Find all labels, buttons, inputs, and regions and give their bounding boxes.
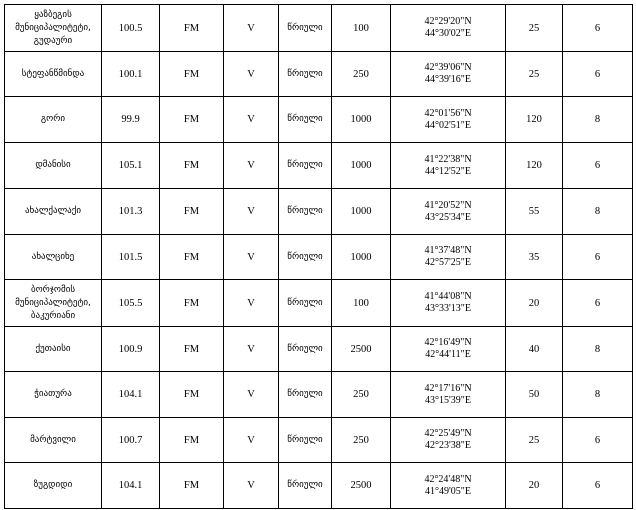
value-text: 6 [594,434,601,446]
height-cell [506,280,563,327]
height-text: 35 [528,251,540,263]
frequency-text: 99.9 [121,114,140,125]
antenna-type-cell [279,280,332,327]
antenna-type-text: წრიული [287,68,323,79]
power-text: 250 [353,68,369,80]
location-text: ჭიათურა [34,389,72,399]
longitude-text: 42°57'25"E [425,257,471,268]
longitude-text: 44°12'52"E [425,165,471,177]
height-cell [506,418,563,463]
location-text: ბორჯომის მუნიციპალიტეტი, ბაკურიანი [15,284,91,321]
table-row [5,327,633,372]
frequency-text: 104.1 [118,480,143,491]
coordinates-cell [391,372,506,418]
antenna-type-text: წრიული [287,389,323,399]
polarization-text: V [247,114,255,125]
longitude-text: 42°44'11"E [425,349,471,360]
frequency-text: 101.5 [118,251,143,263]
antenna-type-cell [279,189,332,235]
antenna-type-text: წრიული [287,114,323,124]
value-cell [563,5,633,52]
antenna-type-cell [279,463,332,509]
polarization-text: V [247,297,255,309]
power-text: 1000 [350,114,372,125]
power-text: 1000 [350,206,372,217]
longitude-text: 42°23'38"E [425,440,471,451]
location-text: ახალქალაქი [24,206,82,216]
location-cell [5,372,102,418]
power-cell [332,280,391,327]
polarization-text: V [247,68,255,80]
frequency-text: 100.7 [118,434,143,446]
latitude-text: 42°39'06"N [424,62,472,73]
band-text: FM [183,68,200,80]
power-cell [332,235,391,280]
height-text: 20 [528,297,540,309]
latitude-text: 41°44'08"N [424,291,472,302]
power-text: 250 [353,434,369,446]
value-text: 8 [594,343,601,355]
location-cell [5,189,102,235]
coordinates-cell [391,418,506,463]
power-text: 2500 [350,480,372,491]
location-text: დმანისი [35,160,71,170]
height-cell [506,97,563,143]
value-cell [563,418,633,463]
location-cell [5,463,102,509]
polarization-cell [224,97,279,143]
frequency-text: 105.5 [118,297,143,309]
frequency-text: 105.1 [118,160,143,171]
frequency-text: 100.1 [118,68,143,80]
polarization-cell [224,189,279,235]
latitude-text: 42°25'49"N [424,428,472,439]
frequency-cell [102,5,160,52]
table-row [5,52,633,97]
polarization-cell [224,52,279,97]
coordinates-cell [391,235,506,280]
band-text: FM [183,251,200,263]
band-text: FM [183,160,200,171]
band-text: FM [183,434,200,446]
height-cell [506,52,563,97]
band-cell [160,418,224,463]
value-text: 8 [594,389,601,400]
value-text: 6 [594,480,601,491]
location-cell [5,97,102,143]
height-cell [506,463,563,509]
height-text: 25 [528,22,540,34]
location-text: სტეფანწმინდა [21,68,85,79]
height-text: 55 [528,206,540,217]
location-text: გორი [40,114,66,124]
antenna-type-cell [279,372,332,418]
polarization-text: V [247,434,255,446]
height-cell [506,235,563,280]
table-row [5,235,633,280]
frequency-text: 104.1 [118,389,143,400]
table-row [5,372,633,418]
frequency-cell [102,235,160,280]
polarization-cell [224,5,279,52]
longitude-text: 44°39'16"E [425,74,471,85]
antenna-type-text: წრიული [287,22,323,33]
frequency-text: 101.3 [118,206,143,217]
value-cell [563,327,633,372]
band-text: FM [183,343,200,355]
location-cell [5,143,102,189]
location-cell [5,280,102,327]
power-text: 100 [353,297,369,309]
power-text: 1000 [350,251,372,263]
value-cell [563,463,633,509]
frequency-cell [102,97,160,143]
value-text: 6 [594,22,601,34]
location-cell [5,235,102,280]
frequency-text: 100.5 [118,22,143,34]
coordinates-cell [391,189,506,235]
table-row [5,143,633,189]
power-cell [332,52,391,97]
longitude-text: 44°30'02"E [425,28,471,39]
antenna-type-cell [279,327,332,372]
power-cell [332,5,391,52]
table-row [5,418,633,463]
longitude-text: 43°15'39"E [425,394,471,406]
antenna-type-cell [279,97,332,143]
power-cell [332,97,391,143]
frequency-cell [102,327,160,372]
polarization-cell [224,463,279,509]
polarization-text: V [247,343,255,355]
value-cell [563,97,633,143]
antenna-type-cell [279,143,332,189]
antenna-type-cell [279,235,332,280]
table-body [5,5,633,509]
latitude-text: 42°29'20"N [424,16,472,27]
polarization-text: V [247,22,255,34]
table-row [5,189,633,235]
power-cell [332,327,391,372]
height-cell [506,5,563,52]
value-cell [563,372,633,418]
polarization-text: V [247,251,255,263]
location-text: მარტვილი [30,434,76,445]
location-cell [5,5,102,52]
power-text: 1000 [350,160,372,171]
band-cell [160,327,224,372]
antenna-type-text: წრიული [287,480,323,490]
power-cell [332,418,391,463]
band-cell [160,235,224,280]
location-text: ყაზბეგის მუნიციპალიტეტი, გუდაური [15,9,91,46]
value-text: 8 [594,206,601,217]
height-text: 120 [526,114,542,125]
height-cell [506,189,563,235]
value-text: 8 [594,114,601,125]
power-cell [332,189,391,235]
band-text: FM [183,114,200,125]
longitude-text: 43°33'13"E [425,303,471,314]
frequency-cell [102,52,160,97]
antenna-type-text: წრიული [287,206,323,216]
longitude-text: 44°02'51"E [425,119,471,131]
band-text: FM [183,389,200,400]
band-cell [160,97,224,143]
height-text: 25 [528,434,540,446]
polarization-text: V [247,389,255,400]
antenna-type-cell [279,418,332,463]
value-text: 6 [594,297,601,309]
value-cell [563,235,633,280]
longitude-text: 41°49'05"E [425,485,471,497]
band-cell [160,5,224,52]
band-cell [160,372,224,418]
frequency-cell [102,189,160,235]
frequency-text: 100.9 [118,343,143,355]
polarization-text: V [247,206,255,217]
location-cell [5,418,102,463]
band-text: FM [183,480,200,491]
frequency-cell [102,143,160,189]
coordinates-cell [391,143,506,189]
height-cell [506,327,563,372]
value-text: 6 [594,68,601,80]
band-cell [160,143,224,189]
latitude-text: 41°37'48"N [424,245,472,256]
band-cell [160,52,224,97]
polarization-cell [224,418,279,463]
location-text: ქუთაისი [35,343,71,354]
value-text: 6 [594,251,601,263]
height-text: 20 [528,480,540,491]
frequency-cell [102,372,160,418]
latitude-text: 42°01'56"N [424,107,472,119]
value-cell [563,52,633,97]
height-text: 40 [528,343,540,355]
power-text: 2500 [350,343,372,355]
polarization-text: V [247,160,255,171]
height-text: 50 [528,389,540,400]
longitude-text: 43°25'34"E [425,211,471,223]
antenna-type-text: წრიული [287,251,323,262]
band-cell [160,463,224,509]
polarization-cell [224,235,279,280]
coordinates-cell [391,97,506,143]
frequency-cell [102,463,160,509]
height-cell [506,143,563,189]
location-text: ზუგდიდი [33,480,73,490]
antenna-type-text: წრიული [287,434,323,445]
value-cell [563,143,633,189]
coordinates-cell [391,463,506,509]
value-cell [563,280,633,327]
latitude-text: 42°17'16"N [424,382,472,394]
coordinates-cell [391,52,506,97]
polarization-cell [224,372,279,418]
broadcast-table [4,4,633,509]
polarization-cell [224,327,279,372]
antenna-type-text: წრიული [287,297,323,308]
coordinates-cell [391,280,506,327]
power-text: 250 [353,389,369,400]
power-text: 100 [353,22,369,34]
band-cell [160,280,224,327]
height-cell [506,372,563,418]
height-text: 25 [528,68,540,80]
latitude-text: 41°20'52"N [424,199,472,211]
latitude-text: 42°16'49"N [424,337,472,348]
power-cell [332,372,391,418]
power-cell [332,463,391,509]
band-cell [160,189,224,235]
polarization-text: V [247,480,255,491]
value-text: 6 [594,160,601,171]
antenna-type-text: წრიული [287,160,323,170]
power-cell [332,143,391,189]
antenna-type-cell [279,5,332,52]
band-text: FM [183,206,200,217]
height-text: 120 [526,160,542,171]
coordinates-cell [391,327,506,372]
location-cell [5,52,102,97]
polarization-cell [224,280,279,327]
band-text: FM [183,297,200,309]
coordinates-cell [391,5,506,52]
value-cell [563,189,633,235]
latitude-text: 41°22'38"N [424,153,472,165]
frequency-cell [102,418,160,463]
band-text: FM [183,22,200,34]
table-row [5,97,633,143]
table-row [5,280,633,327]
antenna-type-text: წრიული [287,343,323,354]
location-cell [5,327,102,372]
polarization-cell [224,143,279,189]
antenna-type-cell [279,52,332,97]
table-row [5,463,633,509]
frequency-cell [102,280,160,327]
table-row [5,5,633,52]
location-text: ახალციხე [31,251,75,262]
latitude-text: 42°24'48"N [424,473,472,485]
